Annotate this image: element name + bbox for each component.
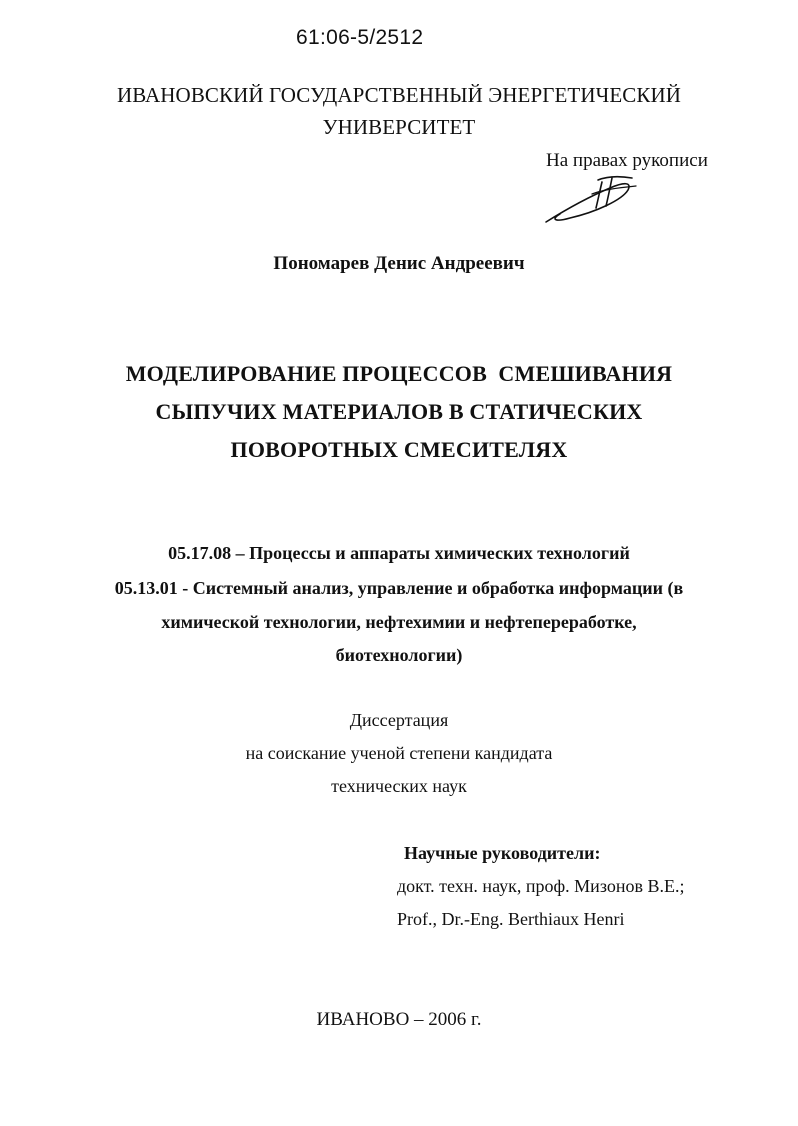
thesis-title-line3: ПОВОРОТНЫХ СМЕСИТЕЛЯХ: [230, 437, 568, 462]
specialty-line3: химической технологии, нефтехимии и нефтепереработке,: [161, 612, 637, 632]
supervisors-heading: Научные руководители:: [404, 843, 601, 863]
manuscript-rights-note: На правах рукописи: [546, 150, 708, 171]
thesis-title-line1: МОДЕЛИРОВАНИЕ ПРОЦЕССОВ СМЕШИВАНИЯ: [125, 361, 673, 386]
university-name-line2: УНИВЕРСИТЕТ: [322, 115, 476, 139]
author-name: Пономарев Денис Андреевич: [273, 253, 525, 274]
place-and-year: ИВАНОВО – 2006 г.: [316, 1009, 482, 1030]
university-name-line1: ИВАНОВСКИЙ ГОСУДАРСТВЕННЫЙ ЭНЕРГЕТИЧЕСКИЙ: [116, 83, 682, 107]
degree-line: на соискание ученой степени кандидата: [245, 743, 553, 763]
specialty-line2: 05.13.01 - Системный анализ, управление и обработка информации (в: [114, 578, 684, 598]
thesis-title-line2: СЫПУЧИХ МАТЕРИАЛОВ В СТАТИЧЕСКИХ: [155, 399, 643, 424]
specialty-line4: биотехнологии): [335, 645, 463, 665]
thesis-type: Диссертация: [349, 710, 449, 730]
supervisor-1: докт. техн. наук, проф. Мизонов В.Е.;: [397, 876, 685, 896]
degree-field: технических наук: [331, 776, 467, 796]
handwritten-signature: [540, 168, 650, 230]
catalog-code: 61:06-5/2512: [296, 26, 424, 49]
specialty-line1: 05.17.08 – Процессы и аппараты химических технологий: [168, 543, 630, 563]
supervisor-2: Prof., Dr.-Eng. Berthiaux Henri: [397, 909, 625, 929]
